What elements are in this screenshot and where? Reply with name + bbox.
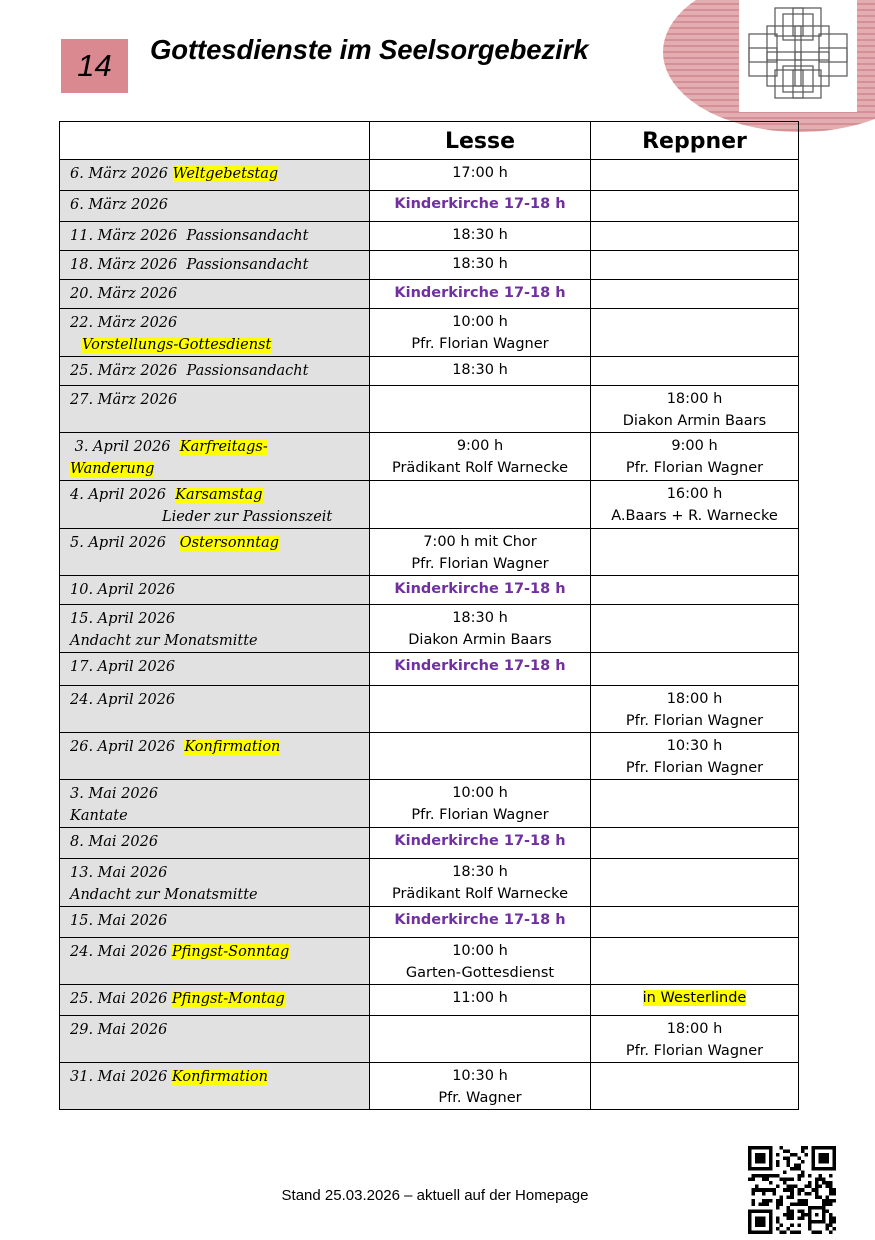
- date-cell: [60, 686, 370, 733]
- kinderkirche-label: Kinderkirche 17-18 h: [394, 196, 566, 212]
- date-text: 18. März 2026 Passionsandacht: [70, 257, 309, 273]
- lesse-cell: [370, 251, 591, 280]
- officiant: Diakon Armin Baars: [622, 413, 767, 429]
- event-highlight: Ostersonntag: [179, 535, 280, 551]
- reppner-cell: [591, 357, 799, 386]
- lesse-cell: [370, 938, 591, 985]
- lesse-cell: [370, 222, 591, 251]
- lesse-cell: [370, 828, 591, 859]
- date-text: 31. Mai 2026: [70, 1069, 172, 1085]
- reppner-cell: [591, 251, 799, 280]
- date-text: 5. April 2026: [70, 535, 180, 551]
- event-subtitle: Lieder zur Passionszeit: [162, 509, 333, 525]
- table-row: [60, 653, 799, 686]
- table-row: [60, 222, 799, 251]
- event-highlight: Karfreitags-: [179, 439, 268, 455]
- date-text: 3. Mai 2026: [70, 786, 159, 802]
- table-header-row: [60, 122, 799, 160]
- page-number: 14: [61, 39, 128, 93]
- table-row: [60, 733, 799, 780]
- date-text: 6. März 2026: [70, 166, 173, 182]
- service-time: 18:30 h: [452, 256, 508, 272]
- date-cell: [60, 357, 370, 386]
- service-time: 18:30 h: [452, 864, 508, 880]
- date-cell: [60, 309, 370, 357]
- table-row: [60, 576, 799, 605]
- service-time: 10:00 h: [452, 314, 508, 330]
- reppner-cell: [591, 280, 799, 309]
- reppner-cell: [591, 529, 799, 576]
- table-row: [60, 1063, 799, 1110]
- reppner-cell: [591, 907, 799, 938]
- table-row: [60, 1016, 799, 1063]
- lesse-cell: [370, 653, 591, 686]
- reppner-cell: [591, 828, 799, 859]
- date-cell: [60, 251, 370, 280]
- date-cell: [60, 386, 370, 433]
- reppner-cell: [591, 576, 799, 605]
- reppner-cell: [591, 222, 799, 251]
- reppner-cell: [591, 653, 799, 686]
- table-row: [60, 985, 799, 1016]
- service-time: 16:00 h: [666, 486, 723, 502]
- lesse-cell: [370, 859, 591, 907]
- date-cell: [60, 938, 370, 985]
- date-text: 20. März 2026: [70, 286, 178, 302]
- lesse-cell: [370, 576, 591, 605]
- lesse-cell: [370, 1016, 591, 1063]
- date-cell: [60, 907, 370, 938]
- table-row: [60, 828, 799, 859]
- date-text: 25. März 2026 Passionsandacht: [70, 363, 309, 379]
- service-time: 11:00 h: [452, 990, 508, 1006]
- service-time: 10:00 h: [452, 943, 508, 959]
- officiant: Garten-Gottesdienst: [405, 965, 555, 981]
- kinderkirche-label: Kinderkirche 17-18 h: [394, 581, 566, 597]
- table-row: [60, 160, 799, 191]
- date-text: 17. April 2026: [70, 659, 176, 675]
- date-cell: [60, 576, 370, 605]
- lesse-cell: [370, 1063, 591, 1110]
- service-time: 18:00 h: [666, 391, 723, 407]
- officiant: Pfr. Florian Wagner: [625, 1043, 764, 1059]
- date-text: 22. März 2026: [70, 315, 178, 331]
- logo: [739, 0, 857, 112]
- table-row: [60, 386, 799, 433]
- date-text: 13. Mai 2026: [70, 865, 168, 881]
- date-cell: [60, 481, 370, 529]
- kinderkirche-label: Kinderkirche 17-18 h: [394, 658, 566, 674]
- date-text: 11. März 2026 Passionsandacht: [70, 228, 309, 244]
- reppner-cell: [591, 733, 799, 780]
- date-text: 4. April 2026: [70, 487, 176, 503]
- event-subtitle: Andacht zur Monatsmitte: [70, 887, 258, 903]
- date-cell: [60, 985, 370, 1016]
- date-cell: [60, 529, 370, 576]
- lesse-cell: [370, 605, 591, 653]
- service-time: 9:00 h: [456, 438, 504, 454]
- interlocking-squares-cross-icon: [739, 0, 857, 112]
- table-row: [60, 605, 799, 653]
- reppner-cell: [591, 938, 799, 985]
- event-highlight: Konfirmation: [171, 1069, 268, 1085]
- reppner-cell: [591, 309, 799, 357]
- table-row: [60, 907, 799, 938]
- kinderkirche-label: Kinderkirche 17-18 h: [394, 912, 566, 928]
- service-time: 18:00 h: [666, 691, 723, 707]
- lesse-cell: [370, 907, 591, 938]
- service-time: 18:30 h: [452, 362, 508, 378]
- lesse-cell: [370, 985, 591, 1016]
- lesse-cell: [370, 357, 591, 386]
- lesse-cell: [370, 780, 591, 828]
- lesse-cell: [370, 386, 591, 433]
- event-subtitle: Andacht zur Monatsmitte: [70, 633, 258, 649]
- officiant: Pfr. Florian Wagner: [625, 460, 764, 476]
- service-schedule-table: [59, 121, 799, 1110]
- officiant: Diakon Armin Baars: [408, 632, 552, 648]
- date-cell: [60, 160, 370, 191]
- lesse-cell: [370, 733, 591, 780]
- officiant: Pfr. Florian Wagner: [411, 807, 549, 823]
- lesse-cell: [370, 309, 591, 357]
- event-highlight: Konfirmation: [184, 739, 281, 755]
- officiant: Pfr. Florian Wagner: [411, 556, 549, 572]
- reppner-cell: [591, 386, 799, 433]
- lesse-cell: [370, 160, 591, 191]
- column-header-reppner: Reppner: [591, 122, 799, 160]
- officiant: Pfr. Florian Wagner: [625, 713, 764, 729]
- table-row: [60, 357, 799, 386]
- lesse-cell: [370, 481, 591, 529]
- table-row: [60, 859, 799, 907]
- date-text: 27. März 2026: [70, 392, 178, 408]
- date-cell: [60, 733, 370, 780]
- lesse-cell: [370, 686, 591, 733]
- date-cell: [60, 605, 370, 653]
- date-text: 6. März 2026: [70, 197, 169, 213]
- officiant: Prädikant Rolf Warnecke: [391, 886, 568, 902]
- lesse-cell: [370, 280, 591, 309]
- lesse-cell: [370, 529, 591, 576]
- date-cell: [60, 222, 370, 251]
- reppner-cell: [591, 985, 799, 1016]
- officiant: A.Baars + R. Warnecke: [611, 508, 778, 524]
- event-highlight: Pfingst-Montag: [171, 991, 285, 1007]
- reppner-cell: [591, 1063, 799, 1110]
- date-cell: [60, 1063, 370, 1110]
- reppner-cell: [591, 1016, 799, 1063]
- officiant: Prädikant Rolf Warnecke: [391, 460, 568, 476]
- event-highlight: Vorstellungs-Gottesdienst: [82, 337, 272, 353]
- date-cell: [60, 433, 370, 481]
- reppner-cell: [591, 859, 799, 907]
- date-text: 15. April 2026: [70, 611, 176, 627]
- date-text: 15. Mai 2026: [70, 913, 168, 929]
- table-row: [60, 433, 799, 481]
- event-highlight: Karsamstag: [175, 487, 263, 503]
- table-row: [60, 481, 799, 529]
- service-time: 9:00 h: [671, 438, 718, 454]
- date-cell: [60, 859, 370, 907]
- date-cell: [60, 191, 370, 222]
- kinderkirche-label: Kinderkirche 17-18 h: [394, 285, 566, 301]
- footer-status: Stand 25.03.2026 – aktuell auf der Homepage: [281, 1187, 589, 1204]
- table-row: [60, 191, 799, 222]
- event-highlight: Wanderung: [70, 461, 155, 477]
- date-cell: [60, 828, 370, 859]
- date-cell: [60, 653, 370, 686]
- event-highlight: Pfingst-Sonntag: [171, 944, 290, 960]
- table-row: [60, 251, 799, 280]
- reppner-cell: [591, 191, 799, 222]
- service-time: 18:30 h: [452, 610, 508, 626]
- event-subtitle: Kantate: [70, 808, 128, 824]
- reppner-cell: [591, 686, 799, 733]
- date-text: 25. Mai 2026: [70, 991, 172, 1007]
- table-row: [60, 309, 799, 357]
- date-text: 10. April 2026: [70, 582, 176, 598]
- lesse-cell: [370, 191, 591, 222]
- officiant: Pfr. Florian Wagner: [625, 760, 764, 776]
- table-row: [60, 529, 799, 576]
- officiant: Pfr. Florian Wagner: [411, 336, 549, 352]
- page-title: Gottesdienste im Seelsorgebezirk: [150, 34, 589, 65]
- service-time: 7:00 h mit Chor: [423, 534, 537, 550]
- table-row: [60, 686, 799, 733]
- service-time: 10:00 h: [452, 785, 508, 801]
- lesse-cell: [370, 433, 591, 481]
- service-time: 17:00 h: [452, 165, 508, 181]
- date-text: 24. April 2026: [70, 692, 176, 708]
- officiant: Pfr. Wagner: [438, 1090, 522, 1106]
- date-text: 24. Mai 2026: [70, 944, 172, 960]
- reppner-cell: [591, 160, 799, 191]
- table-row: [60, 938, 799, 985]
- column-header-lesse: Lesse: [370, 122, 591, 160]
- reppner-cell: [591, 605, 799, 653]
- reppner-cell: [591, 481, 799, 529]
- date-text: 26. April 2026: [70, 739, 185, 755]
- date-text: 29. Mai 2026: [70, 1022, 168, 1038]
- reppner-cell: [591, 433, 799, 481]
- date-text: 8. Mai 2026: [70, 834, 159, 850]
- date-text: 3. April 2026: [70, 439, 180, 455]
- table-row: [60, 780, 799, 828]
- date-cell: [60, 1016, 370, 1063]
- event-highlight: Weltgebetstag: [172, 166, 279, 182]
- service-time: 10:30 h: [452, 1068, 508, 1084]
- service-time: 18:00 h: [666, 1021, 723, 1037]
- reppner-cell: [591, 780, 799, 828]
- date-cell: [60, 280, 370, 309]
- service-time: 18:30 h: [452, 227, 508, 243]
- qr-code-icon: [747, 1146, 837, 1234]
- location-highlight: in Westerlinde: [642, 990, 747, 1006]
- service-time: 10:30 h: [666, 738, 723, 754]
- kinderkirche-label: Kinderkirche 17-18 h: [394, 833, 566, 849]
- column-header-date: [60, 122, 370, 160]
- table-row: [60, 280, 799, 309]
- date-cell: [60, 780, 370, 828]
